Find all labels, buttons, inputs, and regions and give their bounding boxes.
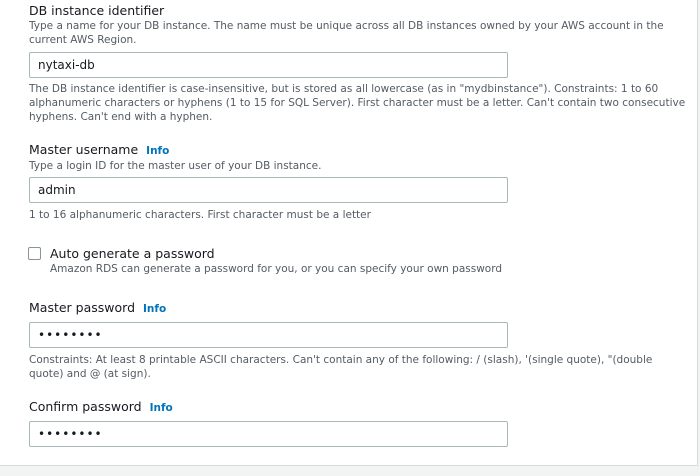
confirm-password-row <box>29 399 173 414</box>
master-username-input[interactable] <box>29 177 508 203</box>
instance-identifier-input[interactable] <box>29 52 508 78</box>
master-username-description: Type a login ID for the master user of your DB instance. <box>29 160 322 172</box>
master-username-row <box>29 142 169 157</box>
auto-generate-password-label: Auto generate a password <box>50 246 215 261</box>
instance-identifier-label: DB instance identifier <box>29 3 165 18</box>
master-password-input[interactable] <box>29 322 508 348</box>
master-password-info-link[interactable]: Info <box>143 303 167 315</box>
master-username-label: Master username <box>29 142 139 157</box>
master-password-label: Master password <box>29 300 136 315</box>
instance-identifier-constraints: The DB instance identifier is case-insensitive, but is stored as all lowercase (as in "mydbinstance"). Constraints: 1 to 60 alphanumeric characters or hyphens (1 to 15 for SQL Server). First character must be a letter. Can't contain two consecutive hyphens. Can't end with a hyphen. <box>29 83 686 123</box>
confirm-password-info-link[interactable]: Info <box>149 402 173 414</box>
confirm-password-input[interactable] <box>29 421 508 447</box>
master-username-constraints: 1 to 16 alphanumeric characters. First character must be a letter <box>29 209 371 221</box>
instance-identifier-description: Type a name for your DB instance. The name must be unique across all DB instances owned by your AWS account in the current AWS Region. <box>29 20 664 46</box>
confirm-password-label: Confirm password <box>29 399 142 414</box>
auto-generate-password-description: Amazon RDS can generate a password for you, or you can specify your own password <box>50 263 503 275</box>
master-password-constraints: Constraints: At least 8 printable ASCII characters. Can't contain any of the following: / (slash), '(single quote), "(double quote) and @ (at sign). <box>29 354 653 380</box>
master-username-info-link[interactable]: Info <box>146 145 170 157</box>
master-password-row <box>29 300 166 315</box>
auto-generate-password-checkbox[interactable] <box>28 247 41 260</box>
